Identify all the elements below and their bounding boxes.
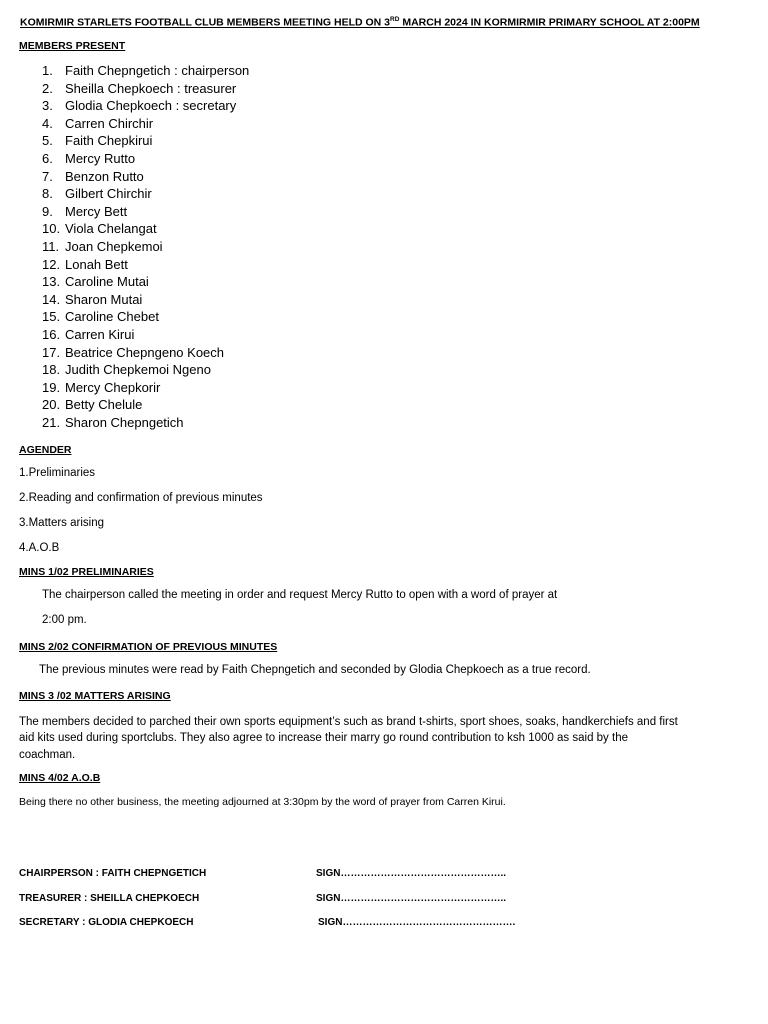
mins1-text-line1: The chairperson called the meeting in order and request Mercy Rutto to open with a word of prayer at bbox=[42, 589, 558, 601]
list-item-name: Mercy Chepkorir bbox=[65, 379, 161, 395]
treasurer-signature-name: TREASURER : SHEILLA CHEPKOECH bbox=[19, 893, 200, 904]
mins1-text-line2: 2:00 pm. bbox=[42, 614, 87, 626]
mins4-heading: MINS 4/02 A.O.B bbox=[19, 772, 101, 784]
list-item-name: Judith Chepkemoi Ngeno bbox=[65, 362, 211, 378]
list-item-name: Faith Chepkirui bbox=[65, 133, 153, 149]
list-item-number: 17. bbox=[42, 344, 61, 360]
members-present-heading: MEMBERS PRESENT bbox=[19, 40, 126, 52]
list-item-number: 11. bbox=[42, 238, 60, 254]
agenda-item: 1.Preliminaries bbox=[19, 467, 96, 479]
chairperson-signature-line: SIGN………………………………………….. bbox=[316, 868, 507, 879]
list-item-name: Carren Chirchir bbox=[65, 115, 154, 131]
list-item-number: 21. bbox=[42, 414, 61, 430]
list-item-number: 4. bbox=[42, 115, 53, 131]
list-item-name: Beatrice Chepngeno Koech bbox=[65, 344, 225, 360]
title-text-start: KOMIRMIR STARLETS FOOTBALL CLUB MEMBERS MEETING HELD ON 3 bbox=[20, 16, 391, 29]
mins2-heading: MINS 2/02 CONFIRMATION OF PREVIOUS MINUTES bbox=[19, 641, 278, 653]
list-item-name: Caroline Chebet bbox=[65, 309, 159, 325]
list-item-number: 19. bbox=[42, 379, 61, 395]
list-item-number: 2. bbox=[42, 80, 53, 96]
list-item-name: Glodia Chepkoech : secretary bbox=[65, 98, 237, 114]
list-item-number: 5. bbox=[42, 133, 53, 149]
list-item-number: 20. bbox=[42, 397, 61, 413]
list-item-number: 1. bbox=[42, 63, 53, 78]
list-item-name: Mercy Bett bbox=[65, 203, 128, 219]
agenda-item: 3.Matters arising bbox=[19, 517, 105, 529]
list-item-name: Lonah Bett bbox=[65, 256, 128, 272]
list-item-number: 6. bbox=[42, 150, 53, 166]
mins3-text: The members decided to parched their own sports equipment’s such as brand t-shirts, sport shoes, soaks, handkerchiefs and first aid kits used during sportclubs. They also agree to increase their marry go round contribution to ksh 1000 as said by the coachman. bbox=[19, 716, 678, 761]
agenda-heading: AGENDER bbox=[19, 444, 72, 456]
list-item-number: 3. bbox=[42, 98, 53, 114]
list-item-name: Sheilla Chepkoech : treasurer bbox=[65, 80, 237, 96]
list-item-name: Gilbert Chirchir bbox=[65, 186, 152, 202]
title-text-end: MARCH 2024 IN KORMIRMIR PRIMARY SCHOOL AT 2:00PM bbox=[399, 16, 700, 29]
list-item-name: Betty Chelule bbox=[65, 397, 143, 413]
mins2-text: The previous minutes were read by Faith Chepngetich and seconded by Glodia Chepkoech as a true record. bbox=[39, 664, 591, 676]
mins3-heading: MINS 3 /02 MATTERS ARISING bbox=[19, 690, 171, 702]
document-title bbox=[20, 16, 700, 29]
list-item-name: Faith Chepngetich : chairperson bbox=[65, 63, 250, 78]
list-item-name: Sharon Mutai bbox=[65, 291, 143, 307]
list-item-number: 15. bbox=[42, 309, 61, 325]
agenda-item: 2.Reading and confirmation of previous minutes bbox=[19, 492, 263, 504]
list-item-name: Sharon Chepngetich bbox=[65, 414, 184, 430]
mins1-heading: MINS 1/02 PRELIMINARIES bbox=[19, 566, 154, 578]
list-item-number: 14. bbox=[42, 291, 61, 307]
list-item-name: Joan Chepkemoi bbox=[65, 238, 163, 254]
treasurer-signature-line: SIGN………………………………………….. bbox=[316, 893, 507, 904]
list-item-number: 9. bbox=[42, 203, 53, 219]
list-item-number: 8. bbox=[42, 186, 53, 202]
secretary-signature-line: SIGN……………………………………………. bbox=[318, 917, 516, 928]
list-item-number: 7. bbox=[42, 168, 53, 184]
list-item-name: Benzon Rutto bbox=[65, 168, 144, 184]
secretary-signature-name: SECRETARY : GLODIA CHEPKOECH bbox=[19, 917, 194, 928]
mins4-text: Being there no other business, the meeting adjourned at 3:30pm by the word of prayer from Carren Kirui. bbox=[19, 796, 506, 808]
chairperson-signature-name: CHAIRPERSON : FAITH CHEPNGETICH bbox=[19, 868, 207, 879]
list-item-name: Caroline Mutai bbox=[65, 274, 149, 290]
agenda-item: 4.A.O.B bbox=[19, 542, 60, 554]
list-item-name: Viola Chelangat bbox=[65, 221, 157, 237]
list-item-number: 12. bbox=[42, 256, 61, 272]
list-item-name: Carren Kirui bbox=[65, 326, 135, 342]
list-item-number: 16. bbox=[42, 326, 61, 342]
list-item-number: 13. bbox=[42, 274, 61, 290]
list-item-number: 18. bbox=[42, 362, 61, 378]
list-item-number: 10. bbox=[42, 221, 61, 237]
list-item-name: Mercy Rutto bbox=[65, 150, 136, 166]
title-superscript: RD bbox=[390, 16, 400, 23]
